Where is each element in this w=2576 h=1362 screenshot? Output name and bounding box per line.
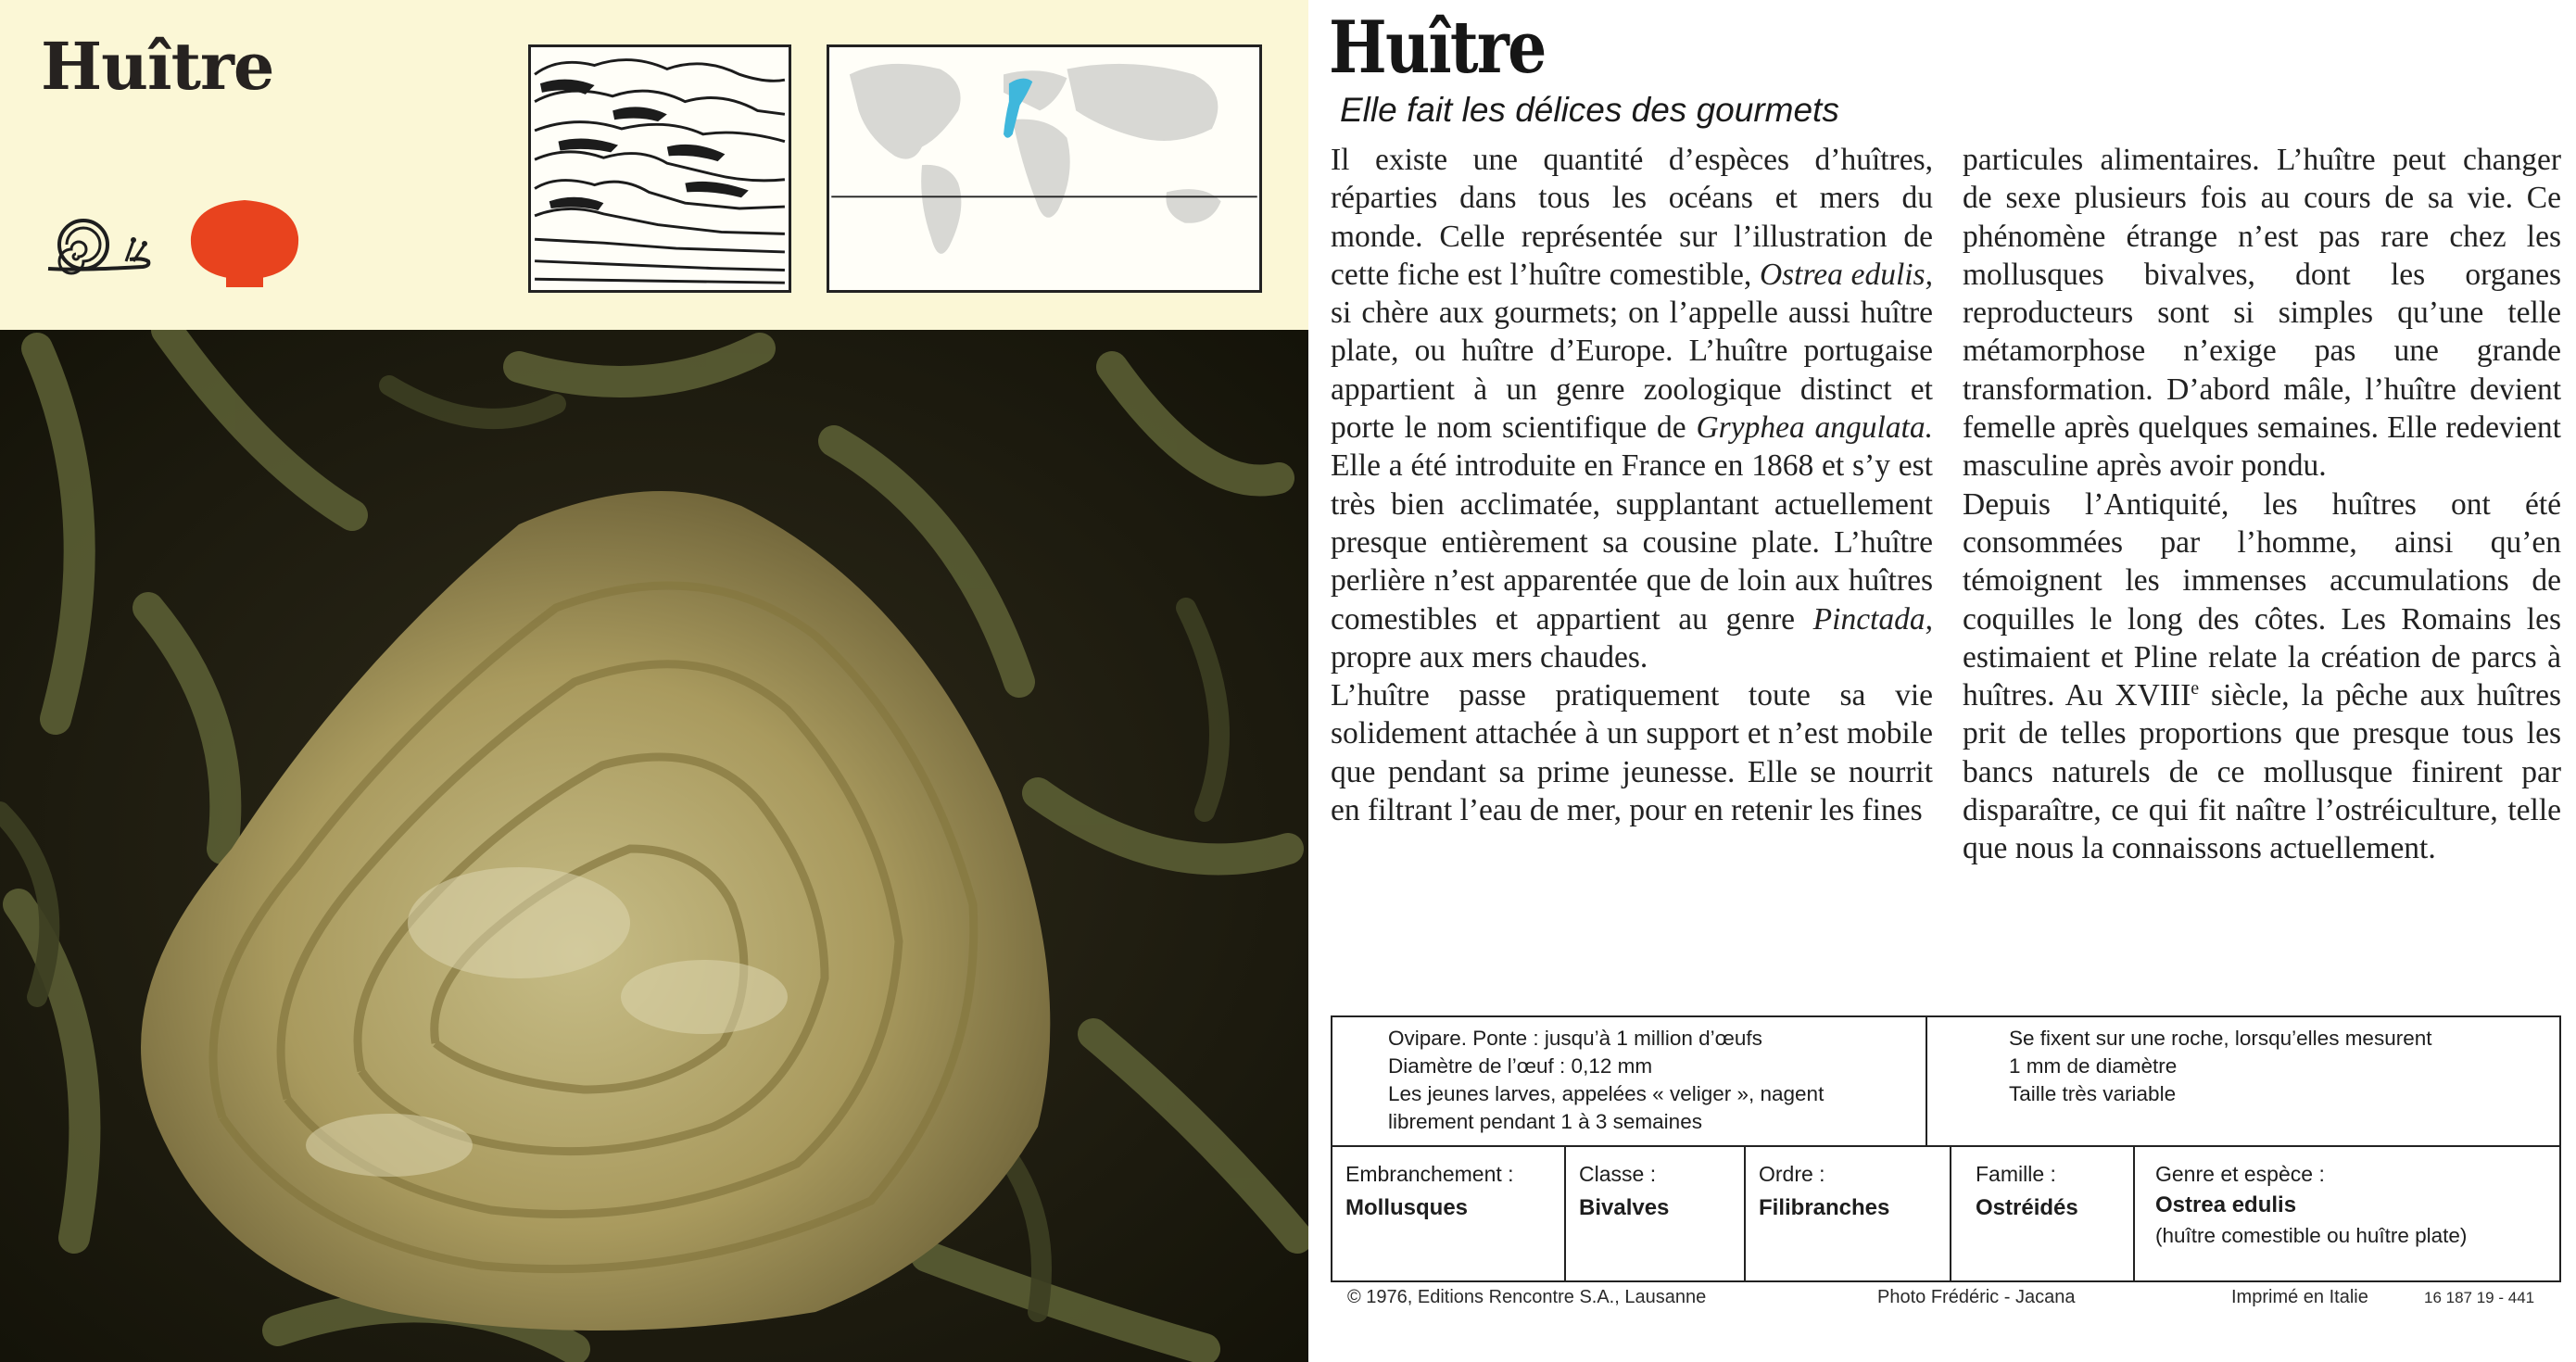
paragraph: particules alimentaires. L’huître peut changer de sexe plusieurs fois au cours de sa vie. Ce phénomène étrange n’est pas rare chez les mollusques bivalves, dont les organes reproducteurs sont si simples qu’une telle métamorphose n’exige pas une grande transformation. D’abord mâle, l’huître devient femelle après quelques semaines. Elle redevient masculine après avoir pondu. (1963, 143, 2561, 484)
taxonomy-phylum: Embranchement : Mollusques (1345, 1162, 1514, 1220)
taxonomy-family: Famille : Ostréidés (1976, 1162, 2078, 1220)
paragraph: Depuis l’Antiquité, les huîtres ont été consommées par l’homme, ainsi qu’en témoignent les immenses accumulations de coquilles le long des côtes. Les Romains les estimaient et Pline relate la création de parcs à huîtres. Au XVIIIe siècle, la pêche aux huîtres prit de telles proportions que presque tous les bancs naturels de ce mollusque finirent par disparaître, ce qui fit naître l’ostréiculture, telle que nous la connaissons actuellement. (1963, 486, 2562, 866)
size-info: Se fixent sur une roche, lorsqu’elles mesurent 1 mm de diamètre Taille très variable (2009, 1027, 2432, 1105)
photo-credit: Photo Frédéric - Jacana (1877, 1287, 2076, 1307)
right-card-title: Huître (1329, 6, 1546, 90)
subtitle: Elle fait les délices des gourmets (1340, 91, 1839, 129)
world-distribution-map (827, 44, 1262, 293)
right-card (1308, 0, 2576, 1362)
footer (1331, 1281, 2563, 1318)
taxonomy-species: Genre et espèce : Ostrea edulis (huître comestible ou huître plate) (2155, 1162, 2468, 1247)
divider (1926, 1017, 1927, 1145)
taxonomy-class: Classe : Bivalves (1579, 1162, 1670, 1220)
divider (1744, 1147, 1746, 1282)
divider (2133, 1147, 2135, 1282)
divider (1564, 1147, 1566, 1282)
scallop-shell-icon (183, 196, 306, 289)
copyright: © 1976, Editions Rencontre S.A., Lausanne (1347, 1287, 1707, 1307)
reproduction-info: Ovipare. Ponte : jusqu’à 1 million d’œufs Diamètre de l’œuf : 0,12 mm Les jeunes larves, appelées « veliger », nagent librement pendant 1 à 3 semaines (1388, 1027, 1825, 1133)
divider (1950, 1147, 1951, 1282)
paragraph: Il existe une quantité d’espèces d’huîtres, réparties dans tous les océans et mers du monde. Celle représentée sur l’illustration de cette fiche est l’huître comestible, Ostrea edulis, si chère aux gourmets; on l’appelle aussi huître plate, ou huître d’Europe. L’huître portugaise appartient à un genre zoologique distinct et porte le nom scientifique de Gryphea angulata. Elle a été introduite en France en 1868 et s’y est très bien acclimatée, supplantant actuellement presque entièrement sa cousine plate. L’huître perlière n’est apparentée que de loin aux huîtres comestibles et appartient au genre Pinctada, propre aux mers chaudes. (1331, 143, 1933, 675)
catalog-code: 16 187 19 - 441 (2424, 1289, 2535, 1306)
oyster-photo (0, 330, 1308, 1362)
rocky-coast-habitat-icon (528, 44, 791, 293)
info-box (1331, 1015, 2561, 1282)
taxonomy-order: Ordre : Filibranches (1759, 1162, 1890, 1220)
printed-in: Imprimé en Italie (2231, 1287, 2368, 1307)
text-column-2 (1963, 141, 2561, 868)
text-column-1 (1331, 141, 1933, 829)
snail-icon (41, 213, 152, 278)
left-card-title: Huître (41, 28, 274, 105)
paragraph: L’huître passe pratiquement toute sa vie solidement attachée à un support et n’est mobile que pendant sa prime jeunesse. Elle se nourrit en filtrant l’eau de mer, pour en retenir les fines (1331, 678, 1933, 828)
